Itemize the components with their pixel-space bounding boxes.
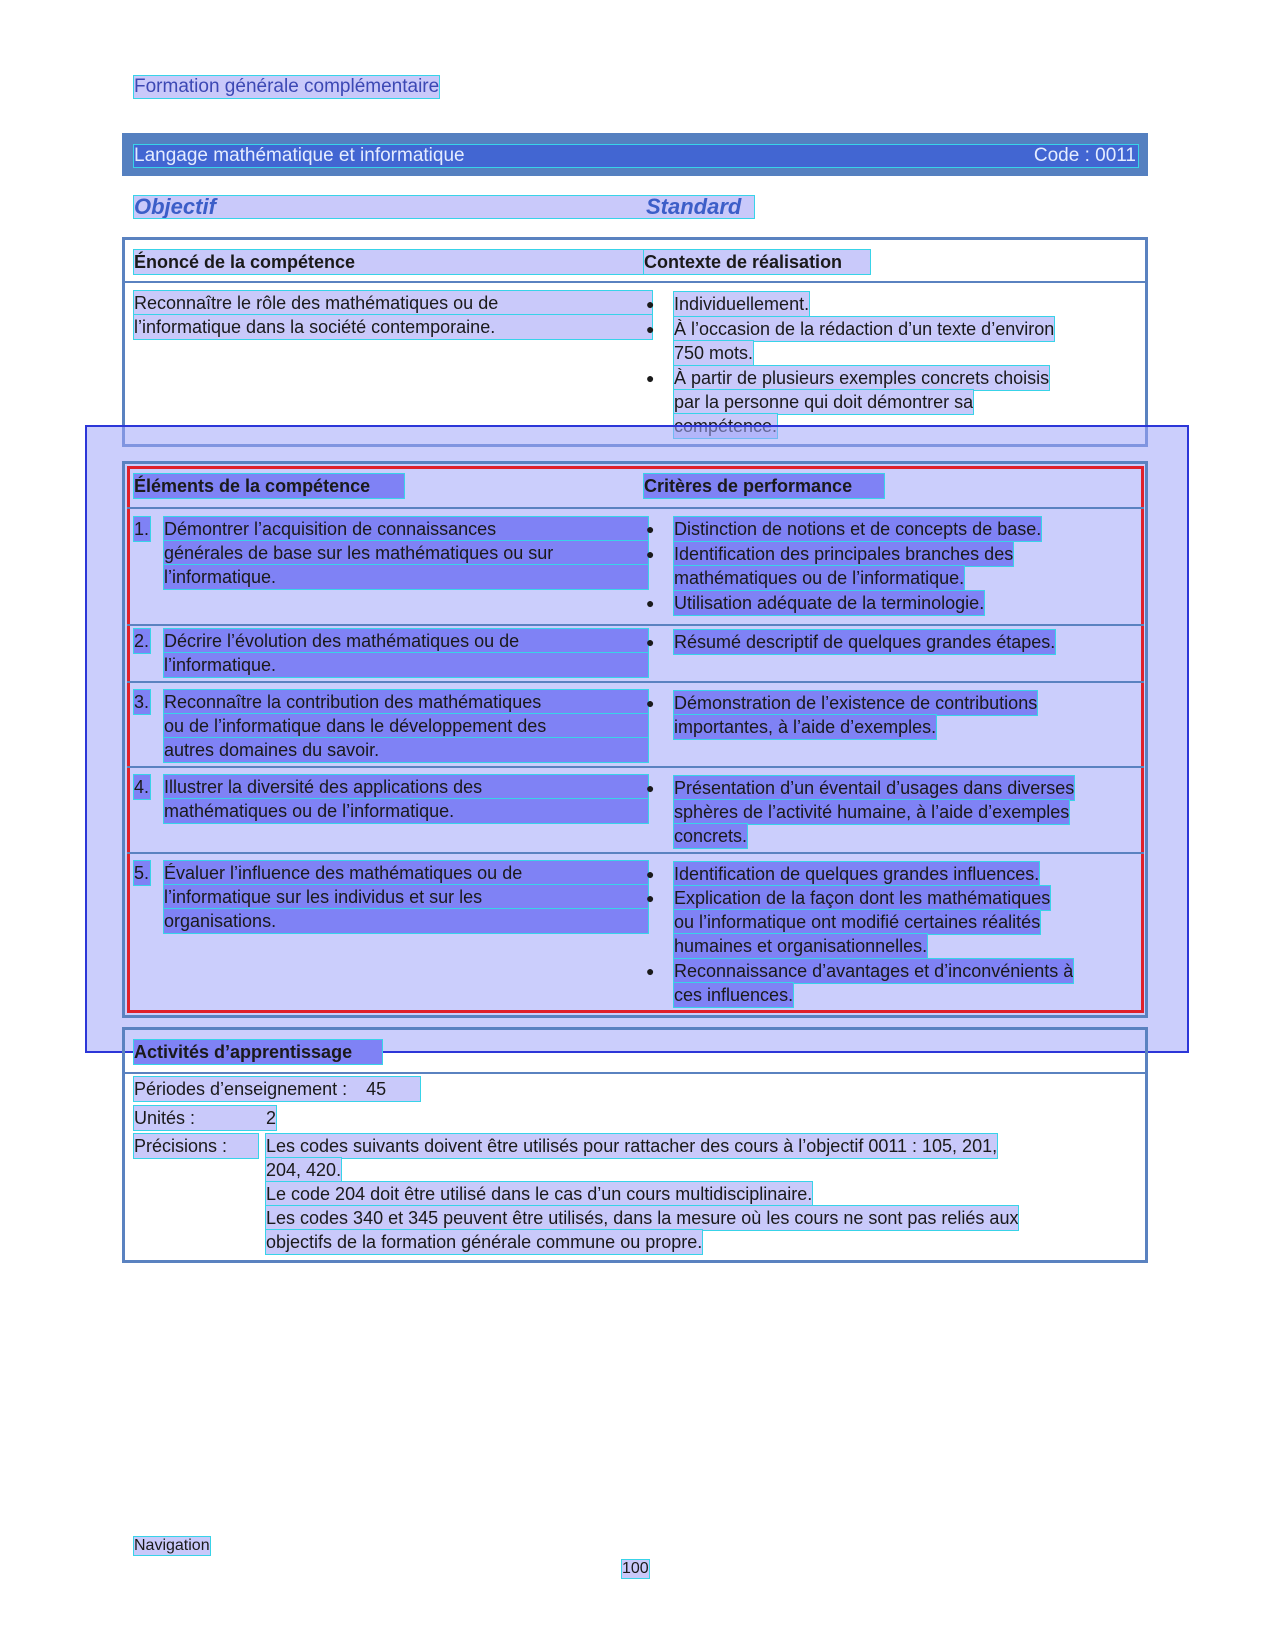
element-number: 5. (134, 863, 150, 883)
standard-label: Standard (646, 194, 742, 219)
activities-divider (122, 1072, 1148, 1074)
criterion-line: humaines et organisationnelles. (674, 936, 928, 956)
element-text-line: l’informatique. (164, 565, 648, 589)
criterion-line: concrets. (674, 826, 748, 846)
element-text-line: Démontrer l’acquisition de connaissances (164, 517, 648, 541)
bullet-icon: ● (646, 521, 655, 537)
row-divider (127, 624, 1144, 626)
elements-head-left: Éléments de la compétence (134, 474, 404, 498)
course-title: Langage mathématique et informatique (134, 145, 465, 166)
criterion-line: Reconnaissance d’avantages et d’inconvénients à (674, 961, 1074, 981)
bullet-icon: ● (646, 296, 655, 312)
element-number: 3. (134, 692, 150, 712)
context-item: À partir de plusieurs exemples concrets choisis (674, 368, 1050, 388)
element-number: 4. (134, 777, 150, 797)
competence-statement-line: l’informatique dans la société contemporaine. (134, 315, 652, 339)
context-item: Individuellement. (674, 294, 810, 314)
element-text-line: autres domaines du savoir. (164, 738, 648, 762)
objectif-label: Objectif (134, 194, 216, 219)
bullet-icon: ● (646, 866, 655, 882)
element-text-line: organisations. (164, 909, 648, 933)
element-text-line: Décrire l’évolution des mathématiques ou de (164, 629, 648, 653)
criterion-line: ces influences. (674, 985, 794, 1005)
element-text-line: l’informatique. (164, 653, 648, 677)
competence-statement-line: Reconnaître le rôle des mathématiques ou de (134, 291, 652, 315)
element-number: 1. (134, 519, 150, 539)
bullet-icon: ● (646, 890, 655, 906)
element-text-line: générales de base sur les mathématiques ou sur (164, 541, 648, 565)
course-title-inner (134, 145, 1138, 167)
bullet-icon: ● (646, 963, 655, 979)
competence-head-right: Contexte de réalisation (644, 250, 870, 274)
course-code: Code : 0011 (1033, 145, 1136, 166)
activities-head: Activités d’apprentissage (134, 1040, 382, 1064)
precision-line: 204, 420. (266, 1160, 342, 1180)
periodes-value: 45 (366, 1079, 387, 1099)
criterion-line: Identification de quelques grandes influences. (674, 864, 1040, 884)
bullet-icon: ● (646, 634, 655, 650)
page-number: 100 (622, 1560, 649, 1577)
context-item: 750 mots. (674, 343, 754, 363)
program-title: Formation générale complémentaire (134, 76, 440, 97)
precisions-label: Précisions : (134, 1134, 258, 1158)
element-number: 2. (134, 631, 150, 651)
bullet-icon: ● (646, 546, 655, 562)
competence-divider (122, 281, 1148, 283)
bullet-icon: ● (646, 595, 655, 611)
objectif-standard-row (134, 196, 754, 218)
precision-line: Les codes suivants doivent être utilisés pour rattacher des cours à l’objectif 0011 : 105, 201, (266, 1136, 998, 1156)
competence-head-left: Énoncé de la compétence (134, 250, 654, 274)
element-text-line: Illustrer la diversité des applications des (164, 775, 648, 799)
element-text-line: Évaluer l’influence des mathématiques ou de (164, 861, 648, 885)
bullet-icon: ● (646, 321, 655, 337)
criterion-line: ou l’informatique ont modifié certaines réalités (674, 912, 1041, 932)
periodes-row (134, 1077, 420, 1101)
criterion-line: Résumé descriptif de quelques grandes étapes. (674, 632, 1056, 652)
precision-line: Les codes 340 et 345 peuvent être utilisés, dans la mesure où les cours ne sont pas reliés aux (266, 1208, 1019, 1228)
context-item: par la personne qui doit démontrer sa (674, 392, 974, 412)
criterion-line: Utilisation adéquate de la terminologie. (674, 593, 985, 613)
element-text-line: l’informatique sur les individus et sur les (164, 885, 648, 909)
criterion-line: Distinction de notions et de concepts de base. (674, 519, 1042, 539)
criterion-line: Démonstration de l’existence de contributions (674, 693, 1038, 713)
row-divider (127, 766, 1144, 768)
row-divider (127, 681, 1144, 683)
criterion-line: Explication de la façon dont les mathématiques (674, 888, 1051, 908)
bullet-icon: ● (646, 695, 655, 711)
unites-label: Unités : (134, 1108, 196, 1128)
criterion-line: mathématiques ou de l’informatique. (674, 568, 965, 588)
row-divider (127, 507, 1144, 509)
element-text-line: Reconnaître la contribution des mathématiques (164, 690, 648, 714)
element-text-line: mathématiques ou de l’informatique. (164, 799, 648, 823)
course-title-bar (122, 133, 1148, 176)
criterion-line: importantes, à l’aide d’exemples. (674, 717, 937, 737)
periodes-label: Périodes d’enseignement : (134, 1079, 348, 1099)
row-divider (127, 852, 1144, 854)
precision-line: Le code 204 doit être utilisé dans le cas d’un cours multidisciplinaire. (266, 1184, 813, 1204)
element-text-line: ou de l’informatique dans le développement des (164, 714, 648, 738)
navigation-link[interactable]: Navigation (134, 1537, 210, 1554)
elements-head-right: Critères de performance (644, 474, 884, 498)
unites-row (134, 1106, 276, 1130)
criterion-line: Présentation d’un éventail d’usages dans diverses (674, 778, 1075, 798)
precision-line: objectifs de la formation générale commune ou propre. (266, 1232, 703, 1252)
criterion-line: sphères de l’activité humaine, à l’aide d’exemples (674, 802, 1070, 822)
criterion-line: Identification des principales branches des (674, 544, 1014, 564)
bullet-icon: ● (646, 370, 655, 386)
context-item: À l’occasion de la rédaction d’un texte d’environ (674, 319, 1055, 339)
bullet-icon: ● (646, 780, 655, 796)
unites-value: 2 (266, 1108, 277, 1128)
